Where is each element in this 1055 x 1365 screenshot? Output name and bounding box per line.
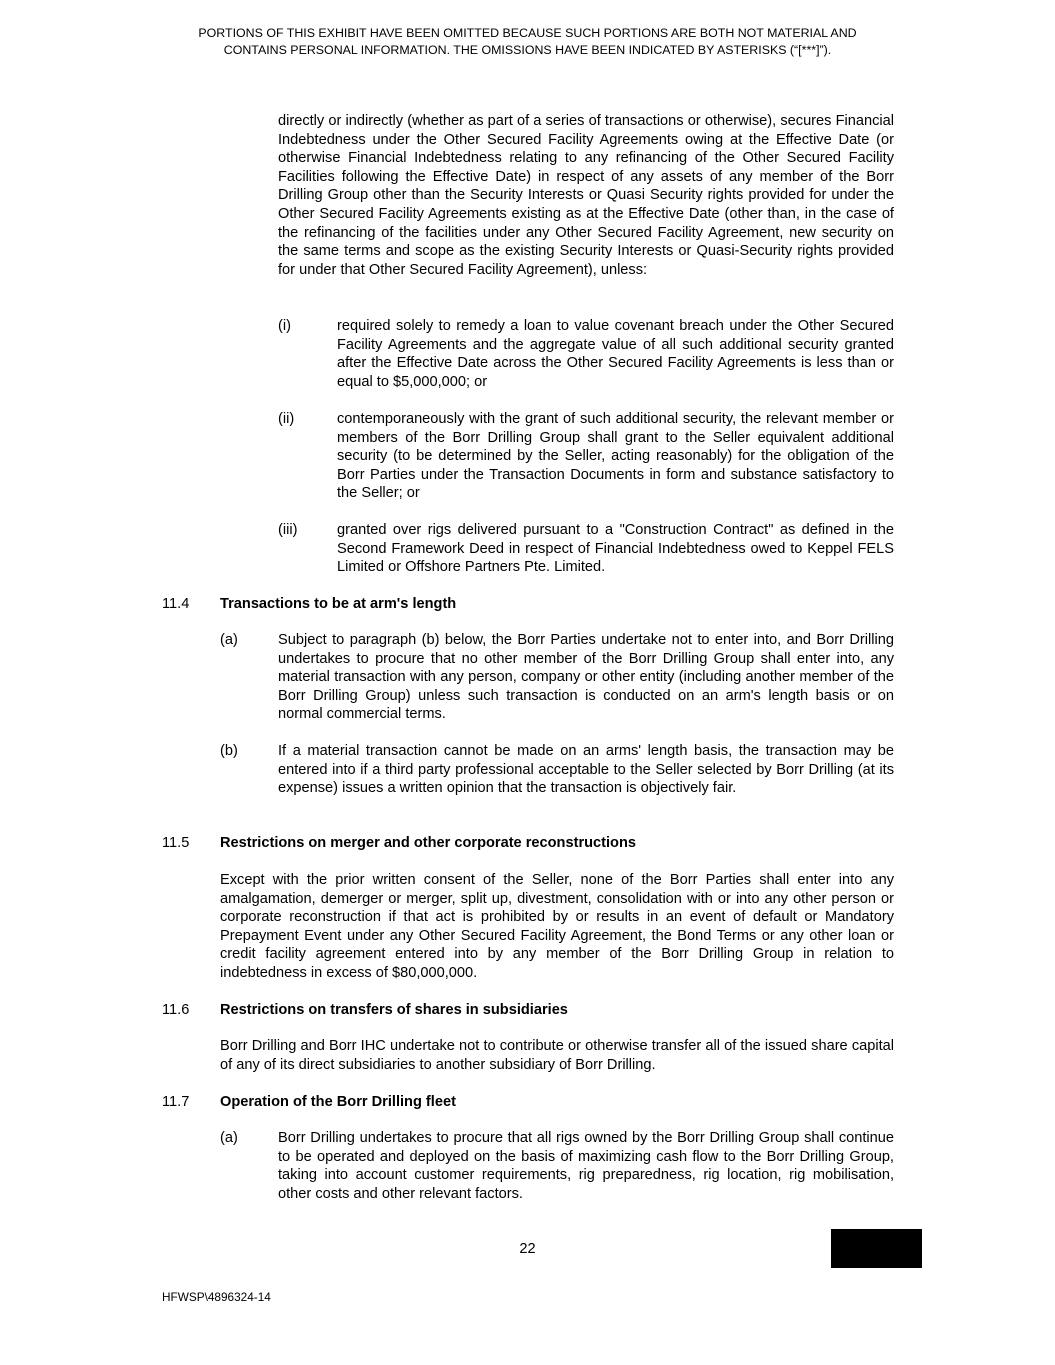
subitem-text: required solely to remedy a loan to value covenant breach under the Other Secured Facility Agreements and the aggregate value of all such additional security granted after the Effective Date across the Other Secured Facility Agreements is less than or equal to $5,000,000; or	[337, 318, 894, 390]
paragraph-label: (a)	[220, 1130, 238, 1146]
subitem-label: (i)	[278, 318, 291, 334]
subitem	[278, 410, 894, 503]
subitem-label: (ii)	[278, 411, 295, 427]
paragraph-text: If a material transaction cannot be made on an arms' length basis, the transaction may be entered into if a third party professional acceptable to the Seller selected by Borr Drilling (at its expense) issues a written opinion that the transaction is objectively fair.	[278, 743, 894, 797]
section-paragraph	[220, 742, 894, 798]
section-number: 11.6	[162, 1002, 190, 1018]
section-heading	[162, 1093, 894, 1112]
intro-paragraph: directly or indirectly (whether as part of a series of transactions or otherwise), secures Financial Indebtedness under the Other Secured Facility Agreements owing at the Effective Date (or otherwise Financial Indebtedness relating to any refinancing of the Other Secured Facility Facilities following the Effective Date) in respect of any assets of any member of the Borr Drilling Group other than the Security Interests or Quasi Security rights provided for under the Other Secured Facility Agreements existing as at the Effective Date (other than, in the case of the refinancing of the facilities under any Other Secured Facility Agreement, new security on the same terms and scope as the existing Security Interests or Quasi-Security rights provided for under that Other Secured Facility Agreement), unless:	[278, 113, 894, 278]
subitem	[278, 521, 894, 577]
document-reference-footer: HFWSP\4896324-14	[162, 1290, 271, 1304]
subitem	[278, 317, 894, 391]
redaction-box	[831, 1229, 922, 1268]
section-paragraph	[220, 631, 894, 724]
section-number: 11.5	[162, 835, 190, 851]
paragraph-text: Subject to paragraph (b) below, the Borr Parties undertake not to enter into, and Borr Drilling undertakes to procure that no other member of the Borr Drilling Group shall enter into, any material transaction with any person, company or other entity (including another member of the Borr Drilling Group) unless such transaction is conducted on an arm's length basis or on normal commercial terms.	[278, 632, 894, 723]
section-body: Except with the prior written consent of the Seller, none of the Borr Parties shall enter into any amalgamation, demerger or merger, split up, divestment, consolidation with or into any other person or corporate reconstruction if that act is prohibited by or results in an event of default or Mandatory Prepayment Event under any Other Secured Facility Agreement, the Bond Terms or any other loan or credit facility agreement entered into by any member of the Borr Drilling Group in relation to indebtedness in excess of $80,000,000.	[220, 872, 894, 981]
paragraph-label: (b)	[220, 743, 238, 759]
section-heading	[162, 834, 894, 853]
subitem-text: contemporaneously with the grant of such additional security, the relevant member or members of the Borr Drilling Group shall grant to the Seller equivalent additional security (to be determined by the Seller, acting reasonably) for the obligation of the Borr Parties under the Transaction Documents in form and substance satisfactory to the Seller; or	[337, 411, 894, 502]
section-heading	[162, 595, 894, 614]
header-line-1: PORTIONS OF THIS EXHIBIT HAVE BEEN OMITTED BECAUSE SUCH PORTIONS ARE BOTH NOT MATERIAL AND	[198, 26, 857, 40]
section-heading	[162, 1001, 894, 1020]
section-title: Transactions to be at arm's length	[220, 596, 457, 612]
paragraph-text: Borr Drilling undertakes to procure that all rigs owned by the Borr Drilling Group shall continue to be operated and deployed on the basis of maximizing cash flow to the Borr Drilling Group, taking into account customer requirements, rig preparedness, rig location, rig mobilisation, other costs and other relevant factors.	[278, 1130, 894, 1202]
section-paragraph	[220, 1129, 894, 1203]
section-number: 11.4	[162, 596, 190, 612]
redaction-notice-header	[150, 25, 905, 58]
page-number: 22	[519, 1241, 536, 1257]
section-body: Borr Drilling and Borr IHC undertake not to contribute or otherwise transfer all of the issued share capital of any of its direct subsidiaries to another subsidiary of Borr Drilling.	[220, 1038, 894, 1073]
section-title: Operation of the Borr Drilling fleet	[220, 1094, 456, 1110]
section-number: 11.7	[162, 1094, 190, 1110]
subitem-label: (iii)	[278, 522, 298, 538]
subitem-text: granted over rigs delivered pursuant to a "Construction Contract" as defined in the Second Framework Deed in respect of Financial Indebtedness owed to Keppel FELS Limited or Offshore Partners Pte. Limited.	[337, 522, 894, 576]
header-line-2: CONTAINS PERSONAL INFORMATION. THE OMISSIONS HAVE BEEN INDICATED BY ASTERISKS (“[***]”).	[223, 42, 832, 57]
section-title: Restrictions on transfers of shares in subsidiaries	[220, 1002, 568, 1018]
section-title: Restrictions on merger and other corporate reconstructions	[220, 835, 637, 851]
paragraph-label: (a)	[220, 632, 238, 648]
